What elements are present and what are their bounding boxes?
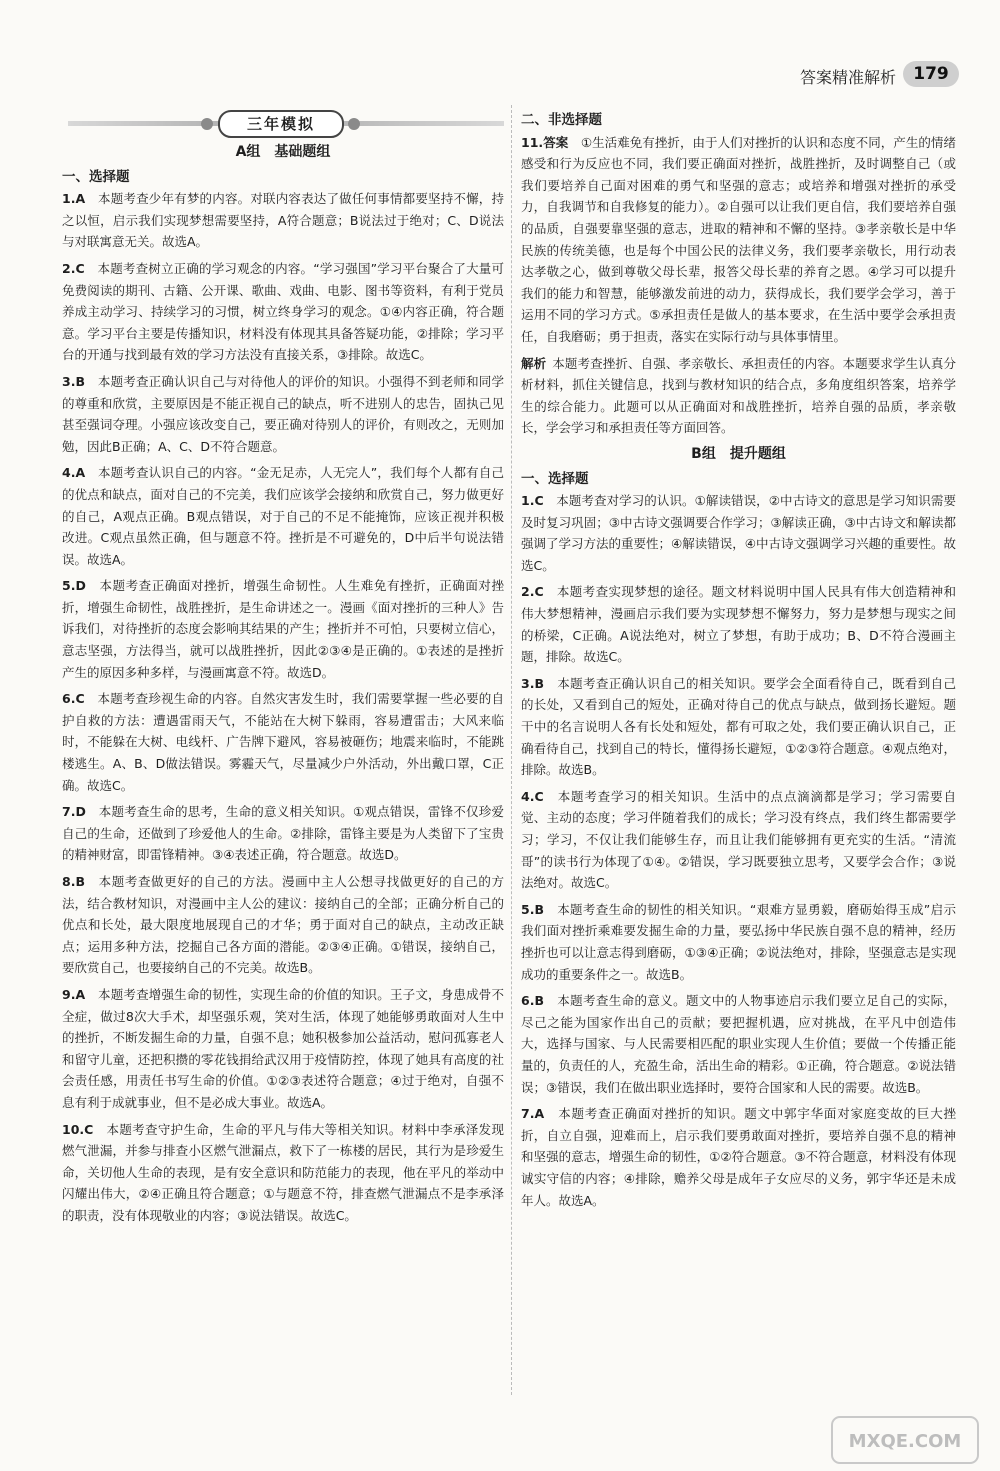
- analysis-label: 解析: [521, 355, 547, 371]
- item-text: 本题考查实现梦想的途径。题文材料说明中国人民具有伟大创造精神和伟大梦想精神，漫画启示我们要为实现梦想不懈努力，努力是梦想与现实之间的桥梁，C正确。A说法绝对，树立了梦想，有助于成功；B、D不符合漫画主题，排除。故选C。: [521, 584, 956, 665]
- header-label: 答案精准解析: [800, 68, 897, 87]
- item-text: ①生活难免有挫折，由于人们对挫折的认识和态度不同，产生的情绪感受和行为反应也不同，我们要正确面对挫折，战胜挫折，及时调整自己（或我们要培养自己面对困难的勇气和坚强的意志；或培养和增强对挫折的承受力，自我调节和自我修复的能力）。②自强可以让我们更自信，我们要培养自强的品质，自强要靠坚强的意志，进取的精神和不懈的坚持。③孝亲敬长是中华民族的传统美德，也是每个中国公民的法律义务，我们要孝亲敬长，用行动表达孝敬之心，做到尊敬父母长辈，报答父母长辈的养育之恩。④学习可以提升我们的能力和智慧，能够激发前进的动力，获得成长，我们要学会学习，善于运用不同的学习方式。⑤承担责任是做人的基本要求，在生活中要学会承担责任，自我磨砺；勇于担责，落实在实际行动与具体事情里。: [521, 134, 956, 344]
- item-number: 1.A: [62, 191, 86, 207]
- answer-item: [521, 673, 956, 781]
- answer-item: [521, 899, 956, 985]
- item-text: 本题考查树立正确的学习观念的内容。“学习强国”学习平台聚合了大量可免费阅读的期刊、古籍、公开课、歌曲、戏曲、电影、图书等资料，有利于党员养成主动学习、持续学习的习惯，树立终身学习的观念。①④内容正确，符合题意。学习平台主要是传播知识，材料没有体现其具备答疑功能，②排除；学习平台的开通与找到最有效的学习方法没有直接关系，③排除。故选C。: [62, 260, 504, 363]
- item-number: 5.D: [62, 578, 86, 594]
- page-number: 179: [903, 61, 959, 87]
- watermark-text: MXQE.COM: [848, 1431, 962, 1452]
- item-number: 6.C: [62, 691, 85, 707]
- answer-item: [62, 801, 504, 866]
- item-number: 10.C: [62, 1121, 94, 1137]
- banner-label: 三年模拟: [218, 110, 344, 138]
- item-number: 1.C: [521, 493, 544, 509]
- answer-item: [521, 1103, 956, 1211]
- item-number: 6.B: [521, 993, 544, 1009]
- item-number: 3.B: [521, 675, 544, 691]
- item-text: 本题考查生命的韧性的相关知识。“艰难方显勇毅，磨砺始得玉成”启示我们面对挫折乘难要发掘生命的力量，要弘扬中华民族自强不息的精神，经历挫折也可以让意志得到磨砺，①③④正确；②说法绝对，排除，坚强意志是实现成功的重要条件之一。故选B。: [521, 901, 956, 982]
- banner-dot-right: [348, 118, 360, 130]
- item-text: 本题考查珍视生命的内容。自然灾害发生时，我们需要掌握一些必要的自护自救的方法：遭遇雷雨天气，不能站在大树下躲雨，容易遭雷击；大风来临时，不能躲在大树、电线杆、广告牌下避风，容易被砸伤；地震来临时，不能跳楼逃生。A、B、D做法错误。雾霾天气，尽量减少户外活动，外出戴口罩，C正确。故选C。: [62, 691, 504, 793]
- item-number: 8.B: [62, 874, 85, 889]
- answer-item: [62, 258, 504, 366]
- item-text: 本题考查少年有梦的内容。对联内容表达了做任何事情都要坚持不懈，持之以恒，启示我们实现梦想需要坚持，A符合题意；B说法过于绝对；C、D说法与对联寓意无关。故选A。: [62, 191, 504, 250]
- section-heading-choice-b: 一、选择题: [521, 470, 589, 487]
- item-text: 本题考查对学习的认识。①解读错误，②中古诗文的意思是学习知识需要及时复习巩固；③中古诗文强调要合作学习；③解读正确，③中古诗文和解读都强调了学习方法的重要性；④解读错误，④中古诗文强调学习兴趣的重要性。故选C。: [521, 493, 956, 573]
- answer-item: [62, 371, 504, 457]
- right-column: [521, 110, 956, 1216]
- watermark-logo: [830, 1415, 980, 1465]
- item-text: 本题考查正确认识自己的相关知识。要学会全面看待自己，既看到自己的长处，又看到自己的短处，正确对待自己的优点与缺点，做到扬长避短。题干中的名言说明人各有长处和短处，都有可取之处，我们要正确认识自己，正确看待自己，找到自己的特长，懂得扬长避短，①②③符合题意。④观点绝对，排除。故选B。: [521, 675, 956, 778]
- section-heading-non-choice: 二、非选择题: [521, 112, 602, 128]
- left-column: [62, 110, 504, 1232]
- answer-item: [62, 871, 504, 979]
- answer-item: [62, 688, 504, 796]
- item-number: 11.答案: [521, 134, 569, 150]
- item-text: 本题考查做更好的自己的方法。漫画中主人公想寻找做更好的自己的方法，结合教材知识，对漫画中主人公的建议：接纳自己的全部；正确分析自己的优点和长处，最大限度地展现自己的才华；勇于面对自己的缺点，主动改正缺点；运用多种方法，挖掘自己各方面的潜能。②③④正确。①错误，接纳自己，要欣赏自己，也要接纳自己的不完美。故选B。: [62, 874, 504, 976]
- item-number: 2.C: [521, 584, 544, 600]
- item-number: 7.A: [521, 1106, 545, 1122]
- answer-item: [62, 1119, 504, 1227]
- item-number: 7.D: [62, 804, 86, 820]
- banner-dot-left: [201, 118, 213, 130]
- item-text: 本题考查学习的相关知识。生活中的点点滴滴都是学习；学习需要自觉、主动的态度；学习伴随着我们的成长；学习没有终点，我们终生都需要学习；学习，不仅让我们能够生存，而且让我们能够拥有更充实的生活。“清流哥”的读书行为体现了①④。②错误，学习既要独立思考，又要学会合作；③说法绝对。故选C。: [521, 788, 956, 891]
- analysis-text: 本题考查挫折、自强、孝亲敬长、承担责任的内容。本题要求学生认真分析材料，抓住关键信息，找到与教材知识的结合点，多角度组织答案，培养学生的综合能力。此题可以从正确面对和战胜挫折，培养自强的品质，孝亲敬长，学会学习和承担责任等方面回答。: [521, 355, 956, 436]
- answer-item-11: [521, 132, 956, 348]
- answer-item: [521, 786, 956, 894]
- item-number: 3.B: [62, 373, 85, 389]
- section-banner: [68, 110, 504, 136]
- item-number: 2.C: [62, 260, 85, 276]
- item-text: 本题考查增强生命的韧性，实现生命的价值的知识。王子文，身患成骨不全症，做过8次大手术，却坚强乐观，笑对生活，体现了她能够勇敢面对人生中的挫折，不断发掘生命的力量，自强不息；她积极参加公益活动，慰问孤寡老人和留守儿童，还把积攒的零花钱捐给武汉用于疫情防控，体现了她具有高度的社会责任感，用责任书写生命的价值。①②③表述符合题意；④过于绝对，自强不息有利于成就事业，但不是必成大事业。故选A。: [62, 986, 504, 1110]
- item-number: 4.A: [62, 465, 86, 481]
- answer-item: [62, 188, 504, 253]
- item-number: 4.C: [521, 788, 544, 804]
- group-title-a: A组 基础题组: [235, 144, 331, 160]
- item-text: 本题考查正确认识自己与对待他人的评价的知识。小强得不到老师和同学的尊重和欣赏，主要原因是不能正视自己的缺点，听不进别人的忠告，固执己见甚至强词夺理。小强应该改变自己，要正确对待别人的评价，有则改之，无则加勉，因此B正确；A、C、D不符合题意。: [62, 373, 504, 454]
- answer-item: [521, 990, 956, 1098]
- group-title-b: B组 提升题组: [691, 445, 786, 462]
- answer-item: [62, 462, 504, 570]
- item-text: 本题考查正确面对挫折，增强生命韧性。人生难免有挫折，正确面对挫折，增强生命韧性，战胜挫折，是生命讲述之一。漫画《面对挫折的三种人》告诉我们，对待挫折的态度会影响其结果的产生；挫折并不可怕，只要树立信心，意志坚强，方法得当，就可以战胜挫折，因此②③④是正确的。①表述的是挫折产生的原因多种多样，与漫画寓意不符。故选D。: [62, 578, 504, 680]
- answer-item: [62, 984, 504, 1114]
- item-number: 5.B: [521, 901, 544, 917]
- item-text: 本题考查生命的意义。题文中的人物事迹启示我们要立足自己的实际，尽己之能为国家作出自己的贡献；要把握机遇，应对挑战，在平凡中创造伟大，选择与国家、与人民需要相匹配的职业实现人生价值；要做一个传播正能量的，负责任的人，充盈生命，活出生命的精彩。①正确，符合题意。②说法错误；③错误，我们在做出职业选择时，要符合国家和人民的需要。故选B。: [521, 993, 956, 1095]
- answer-item: [521, 490, 956, 576]
- item-text: 本题考查认识自己的内容。“金无足赤，人无完人”，我们每个人都有自己的优点和缺点，面对自己的不完美，我们应该学会接纳和欣赏自己，努力做更好的自己，A观点正确。B观点错误，对于自己的不足不能掩饰，应该正视并积极改进。C观点虽然正确，但与题意不符。挫折是不可避免的，D中后半句说法错误。故选A。: [62, 465, 504, 567]
- answer-item: [521, 581, 956, 667]
- analysis: [521, 353, 956, 439]
- answer-item: [62, 575, 504, 683]
- item-text: 本题考查生命的思考，生命的意义相关知识。①观点错误，雷锋不仅珍爱自己的生命，还做到了珍爱他人的生命。②排除，雷锋主要是为人类留下了宝贵的精神财富，即雷锋精神。③④表述正确，符合题意。故选D。: [62, 804, 504, 863]
- item-text: 本题考查正确面对挫折的知识。题文中郭宇华面对家庭变故的巨大挫折，自立自强，迎难而上，启示我们要勇敢面对挫折，要培养自强不息的精神和坚强的意志，增强生命的韧性，①②符合题意。③不符合题意，材料没有体现诚实守信的内容；④排除，赡养父母是成年子女应尽的义务，郭宇华还是未成年人。故选A。: [521, 1106, 956, 1208]
- section-heading-choice: 一、选择题: [62, 168, 130, 185]
- item-text: 本题考查守护生命，生命的平凡与伟大等相关知识。材料中李承泽发现燃气泄漏，并参与排查小区燃气泄漏点，救下了一栋楼的居民，其行为是珍爱生命，关切他人生命的表现，是有安全意识和防范能力的表现，他在平凡的举动中闪耀出伟大，②④正确且符合题意；①与题意不符，排查燃气泄漏点不是李承泽的职责，没有体现敬业的内容；③说法错误。故选C。: [62, 1121, 504, 1223]
- column-divider: [511, 105, 512, 1395]
- item-number: 9.A: [62, 986, 86, 1002]
